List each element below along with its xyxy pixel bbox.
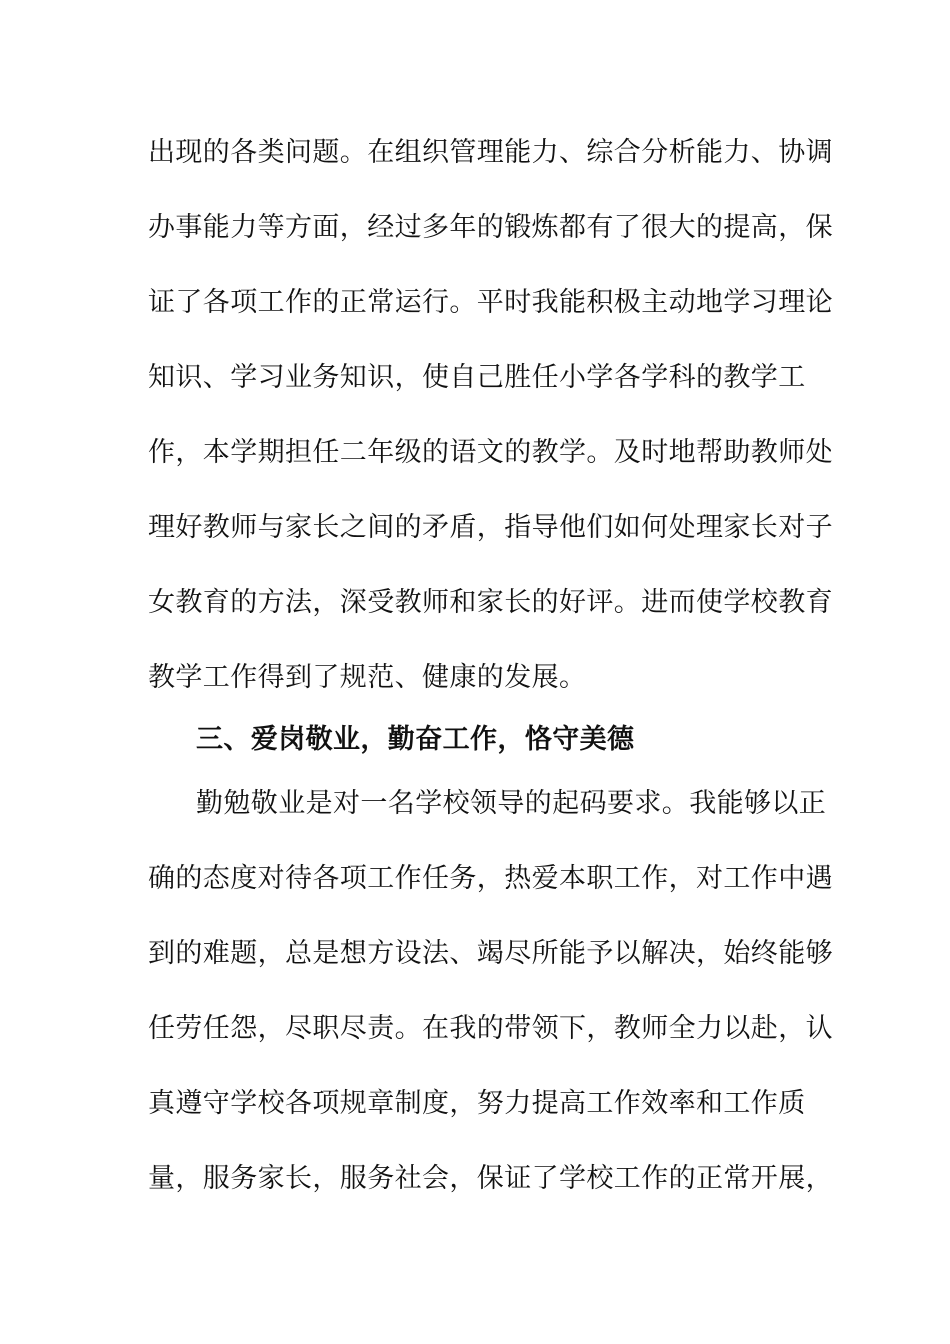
- paragraph-line: 办事能力等方面，经过多年的锻炼都有了很大的提高，保: [148, 212, 833, 243]
- paragraph-line: 理好教师与家长之间的矛盾，指导他们如何处理家长对子: [148, 512, 833, 543]
- paragraph-line: 任劳任怨，尽职尽责。在我的带领下，教师全力以赴，认: [148, 1013, 833, 1044]
- paragraph-line: 到的难题，总是想方设法、竭尽所能予以解决，始终能够: [148, 938, 833, 969]
- paragraph-line: 量，服务家长，服务社会，保证了学校工作的正常开展，: [148, 1163, 833, 1194]
- paragraph-line: 女教育的方法，深受教师和家长的好评。进而使学校教育: [148, 587, 833, 618]
- paragraph-line: 确的态度对待各项工作任务，热爱本职工作，对工作中遇: [148, 863, 833, 894]
- paragraph-line: 教学工作得到了规范、健康的发展。: [148, 662, 587, 693]
- paragraph-line: 出现的各类问题。在组织管理能力、综合分析能力、协调: [148, 137, 833, 168]
- paragraph-line: 作，本学期担任二年级的语文的教学。及时地帮助教师处: [148, 437, 833, 468]
- section-heading: 三、爱岗敬业，勤奋工作，恪守美德: [196, 724, 635, 755]
- paragraph-line: 证了各项工作的正常运行。平时我能积极主动地学习理论: [148, 287, 833, 318]
- paragraph-line: 勤勉敬业是对一名学校领导的起码要求。我能够以正: [196, 788, 827, 819]
- paragraph-line: 知识、学习业务知识，使自己胜任小学各学科的教学工: [148, 362, 806, 393]
- paragraph-line: 真遵守学校各项规章制度，努力提高工作效率和工作质: [148, 1088, 806, 1119]
